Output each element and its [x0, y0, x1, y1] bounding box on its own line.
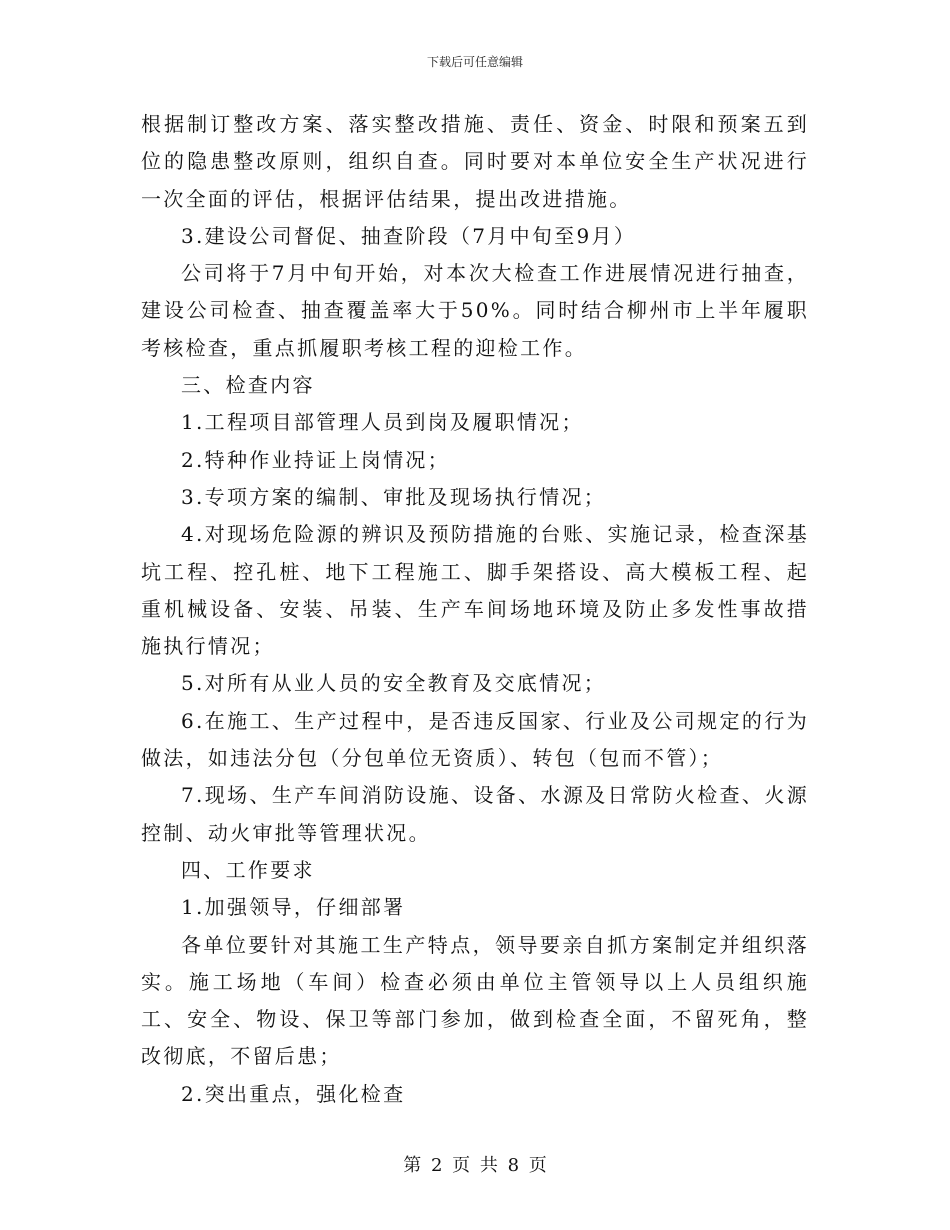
- paragraph: 公司将于7月中旬开始，对本次大检查工作进展情况进行抽查，建设公司检查、抽查覆盖率大于50%。同时结合柳州市上半年履职考核检查，重点抓履职考核工程的迎检工作。: [141, 261, 809, 360]
- paragraph: 各单位要针对其施工生产特点，领导要亲自抓方案制定并组织落实。施工场地（车间）检查必须由单位主管领导以上人员组织施工、安全、物设、保卫等部门参加，做到检查全面，不留死角，整改彻底，不留后患；: [141, 932, 809, 1069]
- list-item: 7.现场、生产车间消防设施、设备、水源及日常防火检查、火源控制、动火审批等管理状况。: [141, 783, 809, 845]
- subsection-heading: 2.突出重点，强化检查: [181, 1081, 406, 1106]
- list-item: 1.工程项目部管理人员到岗及履职情况；: [181, 410, 584, 435]
- section-heading: 三、检查内容: [181, 373, 315, 398]
- page-header: 下载后可任意编辑: [426, 55, 523, 69]
- list-item: 6.在施工、生产过程中，是否违反国家、行业及公司规定的行为做法，如违法分包（分包单位无资质）、转包（包而不管）；: [141, 708, 809, 771]
- list-item: 5.对所有从业人员的安全教育及交底情况；: [181, 671, 607, 696]
- list-item: 2.特种作业持证上岗情况；: [181, 447, 450, 472]
- list-item: 3.专项方案的编制、审批及现场执行情况；: [181, 484, 607, 509]
- paragraph: 3.建设公司督促、抽查阶段（7月中旬至9月）: [181, 223, 637, 248]
- paragraph: 根据制订整改方案、落实整改措施、责任、资金、时限和预案五到位的隐患整改原则，组织自查。同时要对本单位安全生产状况进行一次全面的评估，根据评估结果，提出改进措施。: [141, 112, 809, 211]
- page-footer: 第 2 页 共 8 页: [403, 1155, 547, 1176]
- document-body: [141, 106, 809, 1113]
- section-heading: 四、工作要求: [181, 857, 315, 882]
- list-item: 4.对现场危险源的辨识及预防措施的台账、实施记录，检查深基坑工程、控孔桩、地下工程施工、脚手架搭设、高大模板工程、起重机械设备、安装、吊装、生产车间场地环境及防止多发性事故措施执行情况；: [141, 522, 809, 659]
- subsection-heading: 1.加强领导，仔细部署: [181, 895, 406, 920]
